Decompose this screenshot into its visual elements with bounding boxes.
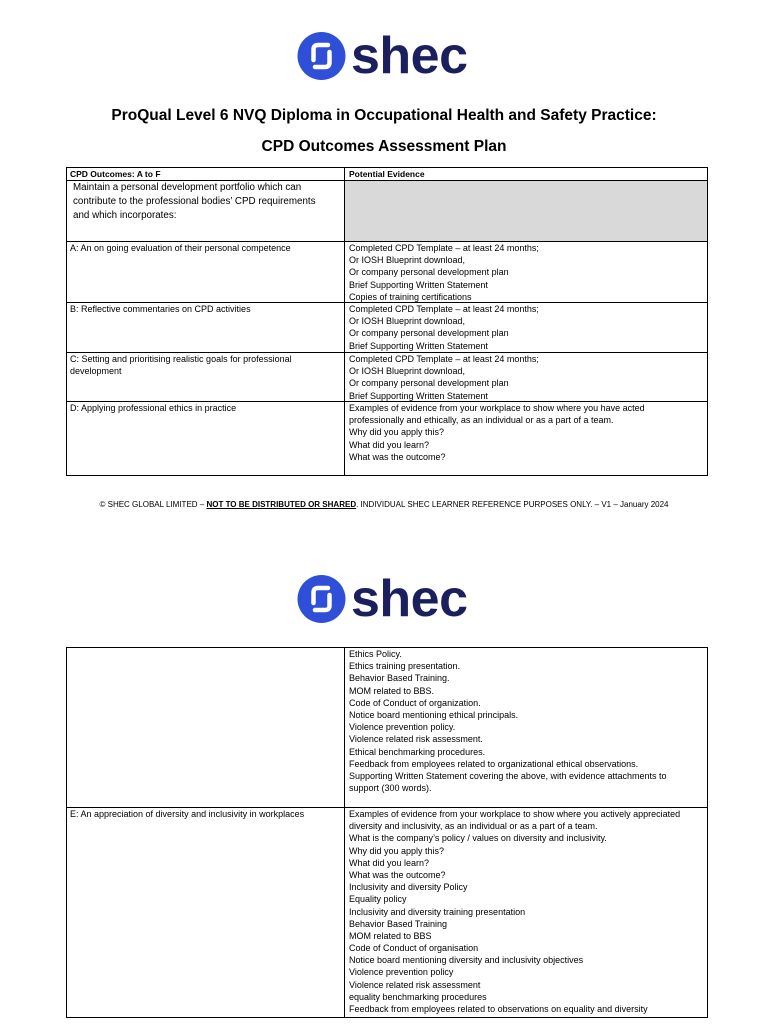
evidence-line: Violence prevention policy. (349, 722, 456, 733)
table-row (67, 352, 707, 401)
evidence-line: Examples of evidence from your workplace to show where you actively appreciated (349, 809, 681, 819)
evidence-line: Why did you apply this? (349, 427, 445, 438)
outcome-line: A: An on going evaluation of their personal competence (70, 243, 291, 253)
footer-warning: NOT TO BE DISTRIBUTED OR SHARED (206, 500, 357, 509)
evidence-line: Notice board mentioning ethical principals. (349, 709, 519, 720)
outcome-line: E: An appreciation of diversity and inclusivity in workplaces (70, 809, 305, 819)
outcome-line: B: Reflective commentaries on CPD activities (70, 304, 251, 314)
evidence-line: Copies of training certifications (349, 291, 472, 302)
evidence-line: Or IOSH Blueprint download, (349, 366, 466, 377)
evidence-line: Or company personal development plan (349, 267, 509, 278)
shec-logo-graphic (296, 30, 476, 84)
evidence-line: Ethics training presentation. (349, 661, 461, 672)
logo-wordmark: shec (351, 30, 468, 84)
column-header-evidence: Potential Evidence (349, 169, 425, 179)
table-row (67, 180, 707, 241)
footer-prefix: © SHEC GLOBAL LIMITED – (99, 500, 207, 509)
evidence-line: What is the company’s policy / values on diversity and inclusivity. (349, 833, 607, 844)
evidence-cell-shaded (345, 181, 707, 241)
outcome-cell (67, 648, 345, 807)
evidence-line: Examples of evidence from your workplace to show where you have acted (349, 403, 645, 413)
evidence-line: Completed CPD Template – at least 24 months; (349, 354, 539, 364)
evidence-line: Notice board mentioning diversity and inclusivity objectives (349, 955, 584, 966)
evidence-line: Brief Supporting Written Statement (349, 340, 488, 351)
outcome-cell (67, 303, 345, 352)
evidence-line: Violence related risk assessment (349, 979, 481, 990)
table-row (67, 401, 707, 475)
evidence-line: MOM related to BBS (349, 930, 432, 941)
evidence-cell (345, 353, 707, 401)
evidence-line: Violence prevention policy (349, 967, 454, 978)
evidence-line: Brief Supporting Written Statement (349, 279, 488, 290)
table-row (67, 648, 707, 807)
evidence-line: Ethical benchmarking procedures. (349, 746, 486, 757)
outcome-line: D: Applying professional ethics in practice (70, 403, 237, 413)
outcome-cell (67, 808, 345, 1017)
logo-wordmark: shec (351, 573, 468, 627)
shec-logo-icon (298, 32, 346, 80)
evidence-line: What was the outcome? (349, 869, 446, 880)
copyright-footer (0, 499, 768, 511)
shec-logo (296, 30, 476, 84)
footer-suffix: . INDIVIDUAL SHEC LEARNER REFERENCE PURPOSES ONLY. – V1 – January 2024 (356, 500, 669, 509)
shec-logo (296, 573, 476, 627)
evidence-line: professionally and ethically, as an individual or as a part of a team. (349, 415, 614, 426)
evidence-cell (345, 648, 707, 807)
evidence-line: Completed CPD Template – at least 24 months; (349, 304, 539, 314)
evidence-line: What did you learn? (349, 439, 430, 450)
header-cell (345, 168, 707, 180)
outcome-line: development (70, 366, 122, 377)
evidence-line: Behavior Based Training. (349, 673, 450, 684)
outcome-line: and which incorporates: (73, 210, 177, 221)
table-row (67, 807, 707, 1017)
evidence-line: Equality policy (349, 894, 407, 905)
evidence-cell (345, 402, 707, 475)
evidence-line: Inclusivity and diversity training presentation (349, 906, 526, 917)
evidence-line: diversity and inclusivity, as an individual or as a part of a team. (349, 821, 598, 832)
evidence-line: Ethics Policy. (349, 649, 402, 659)
evidence-line: Feedback from employees related to organizational ethical observations. (349, 758, 639, 769)
evidence-line: support (300 words). (349, 783, 432, 794)
outcome-cell (67, 181, 345, 241)
table-header-row (67, 168, 707, 180)
outcome-cell (67, 353, 345, 401)
evidence-line: Code of Conduct of organisation (349, 943, 479, 954)
evidence-line: Why did you apply this? (349, 845, 445, 856)
shec-logo-icon (298, 575, 346, 623)
evidence-cell (345, 303, 707, 352)
evidence-cell (345, 808, 707, 1017)
header-cell (67, 168, 345, 180)
evidence-line: Inclusivity and diversity Policy (349, 882, 468, 893)
document-subtitle: CPD Outcomes Assessment Plan (261, 138, 507, 155)
evidence-line: Or company personal development plan (349, 328, 509, 339)
evidence-line: Behavior Based Training (349, 918, 448, 929)
table-row (67, 241, 707, 302)
outcome-cell (67, 402, 345, 475)
table-row (67, 302, 707, 352)
outcomes-table-continued (66, 647, 708, 1018)
evidence-line: equality benchmarking procedures (349, 991, 487, 1002)
evidence-line: What did you learn? (349, 857, 430, 868)
column-header-outcomes: CPD Outcomes: A to F (70, 169, 161, 179)
outcome-line: contribute to the professional bodies’ CPD requirements (73, 196, 316, 207)
outcomes-table (66, 167, 708, 476)
evidence-line: Or IOSH Blueprint download, (349, 255, 466, 266)
document-title: ProQual Level 6 NVQ Diploma in Occupational Health and Safety Practice: (111, 107, 657, 124)
evidence-line: Code of Conduct of organization. (349, 697, 481, 708)
evidence-line: What was the outcome? (349, 451, 446, 462)
evidence-cell (345, 242, 707, 302)
evidence-line: Supporting Written Statement covering the above, with evidence attachments to (349, 770, 667, 781)
shec-logo-graphic (296, 573, 476, 627)
evidence-line: Violence related risk assessment. (349, 734, 483, 745)
evidence-line: Brief Supporting Written Statement (349, 390, 488, 401)
outcome-cell (67, 242, 345, 302)
evidence-line: Or company personal development plan (349, 378, 509, 389)
outcome-line: Maintain a personal development portfolio which can (73, 182, 302, 193)
evidence-line: Completed CPD Template – at least 24 months; (349, 243, 539, 253)
evidence-line: Feedback from employees related to observations on equality and diversity (349, 1004, 648, 1014)
outcome-line: C: Setting and prioritising realistic goals for professional (70, 354, 292, 364)
evidence-line: MOM related to BBS. (349, 685, 435, 696)
evidence-line: Or IOSH Blueprint download, (349, 316, 466, 327)
